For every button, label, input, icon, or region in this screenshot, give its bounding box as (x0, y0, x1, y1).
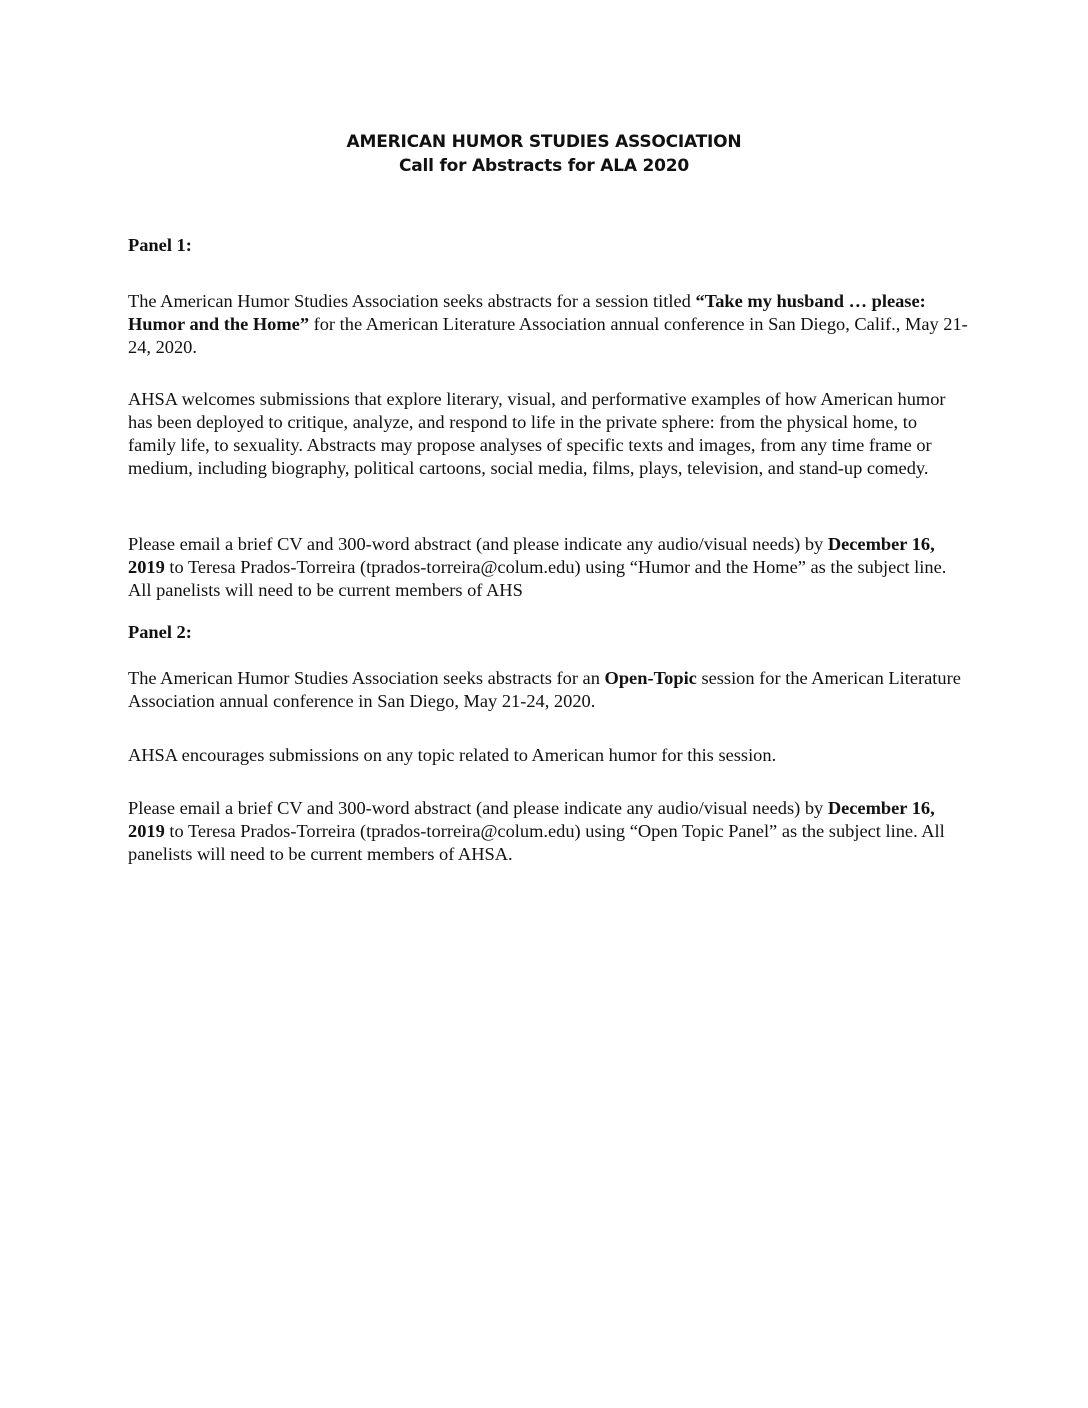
panel-2-submission-paragraph: Please email a brief CV and 300-word abstract (and please indicate any audio/visual needs) by December 16, 2019 to Teresa Prados-Torreira (tprados-torreira@colum.edu) using “Open Topic Panel” as the subject line. All panelists will need to be current members of AHSA. (128, 798, 945, 864)
session-title: “Take my husband … please: Humor and the Home” (128, 291, 926, 334)
panel-2-heading: Panel 2: (128, 622, 192, 642)
panel-2-description-paragraph: AHSA encourages submissions on any topic related to American humor for this session. (128, 745, 777, 765)
deadline: December 16, 2019 (128, 534, 935, 577)
session-type: Open-Topic (604, 668, 697, 688)
title-line-2: Call for Abstracts for ALA 2020 (398, 156, 690, 176)
document-title (0, 130, 1088, 178)
panel-2-intro-paragraph: The American Humor Studies Association seeks abstracts for an Open-Topic session for the American Literature Association annual conference in San Diego, May 21-24, 2020. (128, 668, 961, 711)
panel-1-submission-paragraph: Please email a brief CV and 300-word abstract (and please indicate any audio/visual needs) by December 16, 2019 to Teresa Prados-Torreira (tprados-torreira@colum.edu) using “Humor and the Home” as the subject line. All panelists will need to be current members of AHS (128, 534, 947, 600)
panel-1-description-paragraph: AHSA welcomes submissions that explore literary, visual, and performative examples of how American humor has been deployed to critique, analyze, and respond to life in the private sphere: from the physical home, to family life, to sexuality. Abstracts may propose analyses of specific texts and images, from any time frame or medium, including biography, political cartoons, social media, films, plays, television, and stand-up comedy. (128, 389, 946, 478)
panel-1-intro-paragraph: The American Humor Studies Association seeks abstracts for a session titled “Take my husband … please: Humor and the Home” for the American Literature Association annual conference in San Diego, Calif., May 21-24, 2020. (128, 291, 968, 357)
deadline: December 16, 2019 (128, 798, 935, 841)
title-line-1: AMERICAN HUMOR STUDIES ASSOCIATION (346, 132, 742, 152)
panel-1-heading: Panel 1: (128, 235, 192, 255)
